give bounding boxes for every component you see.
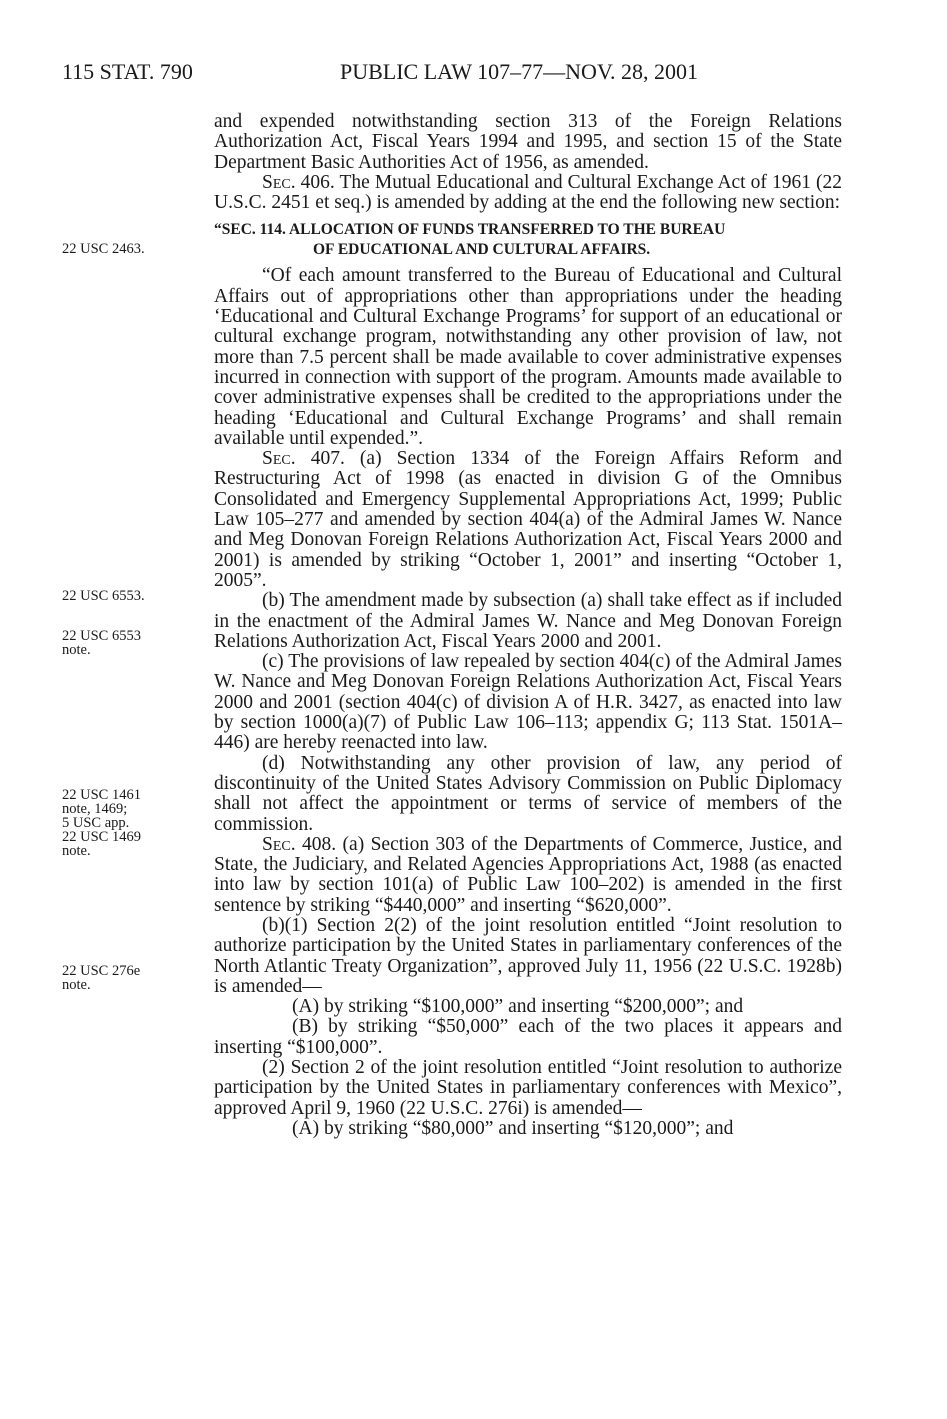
public-law-citation: PUBLIC LAW 107–77—NOV. 28, 2001 — [340, 59, 698, 84]
heading-line-1: “SEC. 114. ALLOCATION OF FUNDS TRANSFERRED TO THE BUREAU — [214, 221, 726, 239]
section-114-text: “Of each amount transferred to the Bureau of Educational and Cultural Affairs out of appropriations other than appropriations under the heading ‘Educational and Cultural Exchange Programs’ for support of an educational or cultural exchange program, notwithstanding any other provision of law, not more than 7.5 percent shall be made available to cover administrative expenses incurred in connection with support of the program. Amounts made available to cover administrative expenses shall be credited to the appropriations under the heading ‘Educational and Cultural Exchange Programs’ and shall remain available until expended.”. — [214, 265, 842, 449]
margin-note-1461 — [62, 788, 192, 858]
margin-note-line: 22 USC 1461 — [62, 787, 141, 803]
section-407a-text: 407. (a) Section 1334 of the Foreign Affairs Reform and Restructuring Act of 1998 (as enacted in division G of the Omnibus Consolidated and Emergency Supplemental Appropriations Act, 1999; Public Law 105–277 and amended by section 404(a) of the Admiral James W. Nance and Meg Donovan Foreign Relations Authorization Act, Fiscal Years 2000 and 2001) is amended by striking “October 1, 2001” and inserting “October 1, 2005”. — [214, 448, 842, 591]
margin-note-line: note. — [62, 843, 91, 859]
margin-note-line: 5 USC app. — [62, 815, 130, 831]
section-label: Sec. — [262, 448, 296, 470]
margin-note-6553: 22 USC 6553. — [62, 588, 145, 604]
section-407d: (d) Notwithstanding any other provision of law, any period of discontinuity of the United States Advisory Commission on Public Diplomacy shall not affect the appointment or terms of service of members of the commission. — [214, 752, 842, 835]
section-label: Sec. — [262, 833, 296, 855]
section-408b2-A: (A) by striking “$80,000” and inserting “$120,000”; and — [292, 1117, 734, 1139]
section-407b: (b) The amendment made by subsection (a) shall take effect as if included in the enactment of the Admiral James W. Nance and Meg Donovan Foreign Relations Authorization Act, Fiscal Years 2000 and 2001. — [214, 590, 842, 652]
margin-note-line: note, 1469; — [62, 801, 128, 817]
heading-line-2: OF EDUCATIONAL AND CULTURAL AFFAIRS. — [313, 241, 651, 259]
margin-note-6553-note — [62, 629, 192, 657]
section-408b1-B: (B) by striking “$50,000” each of the two places it appears and inserting “$100,000”. — [214, 1016, 842, 1058]
margin-note-line: note. — [62, 977, 91, 993]
margin-note-2463: 22 USC 2463. — [62, 241, 145, 257]
margin-note-line: note. — [62, 642, 91, 658]
margin-note-line: 22 USC 276e — [62, 963, 141, 979]
margin-note-line: 22 USC 1469 — [62, 829, 141, 845]
section-408a-text: 408. (a) Section 303 of the Departments of Commerce, Justice, and State, the Judiciary, and Related Agencies Appropriations Act, 1988 (as enacted into law by section 101(a) of Public Law 100–202) is amended in the first sentence by striking “$440,000” and inserting “$620,000”. — [214, 833, 842, 916]
page-header — [62, 57, 852, 87]
section-114-heading — [214, 220, 842, 260]
paragraph-continuation: and expended notwithstanding section 313 of the Foreign Relations Authorization Act, Fiscal Years 1994 and 1995, and section 15 of the State Department Basic Authorities Act of 1956, as amended. — [214, 111, 842, 173]
margin-note-line: 22 USC 6553 — [62, 628, 141, 644]
section-407 — [214, 449, 842, 591]
stat-citation: 115 STAT. 790 — [62, 59, 193, 84]
section-406 — [214, 173, 842, 214]
section-408 — [214, 835, 842, 916]
section-408b2: (2) Section 2 of the joint resolution entitled “Joint resolution to authorize participation by the United States in parliamentary conferences with Mexico”, approved April 9, 1960 (22 U.S.C. 276i) is amended— — [214, 1057, 842, 1119]
section-408b1-A: (A) by striking “$100,000” and inserting “$200,000”; and — [292, 996, 744, 1018]
section-label: Sec. — [262, 171, 296, 193]
margin-note-276e — [62, 964, 192, 992]
section-406-text: 406. The Mutual Educational and Cultural Exchange Act of 1961 (22 U.S.C. 2451 et seq.) is amended by adding at the end the following new section: — [214, 171, 842, 214]
section-407c: (c) The provisions of law repealed by section 404(c) of the Admiral James W. Nance and Meg Donovan Foreign Relations Authorization Act, Fiscal Years 2000 and 2001 (section 404(c) of division A of H.R. 3427, as enacted into law by section 1000(a)(7) of Public Law 106–113; appendix G; 113 Stat. 1501A–446) are hereby reenacted into law. — [214, 651, 842, 754]
body-text — [214, 112, 842, 1139]
section-408b1: (b)(1) Section 2(2) of the joint resolution entitled “Joint resolution to authorize participation by the United States in parliamentary conferences of the North Atlantic Treaty Organization”, approved July 11, 1956 (22 U.S.C. 1928b) is amended— — [214, 914, 842, 997]
